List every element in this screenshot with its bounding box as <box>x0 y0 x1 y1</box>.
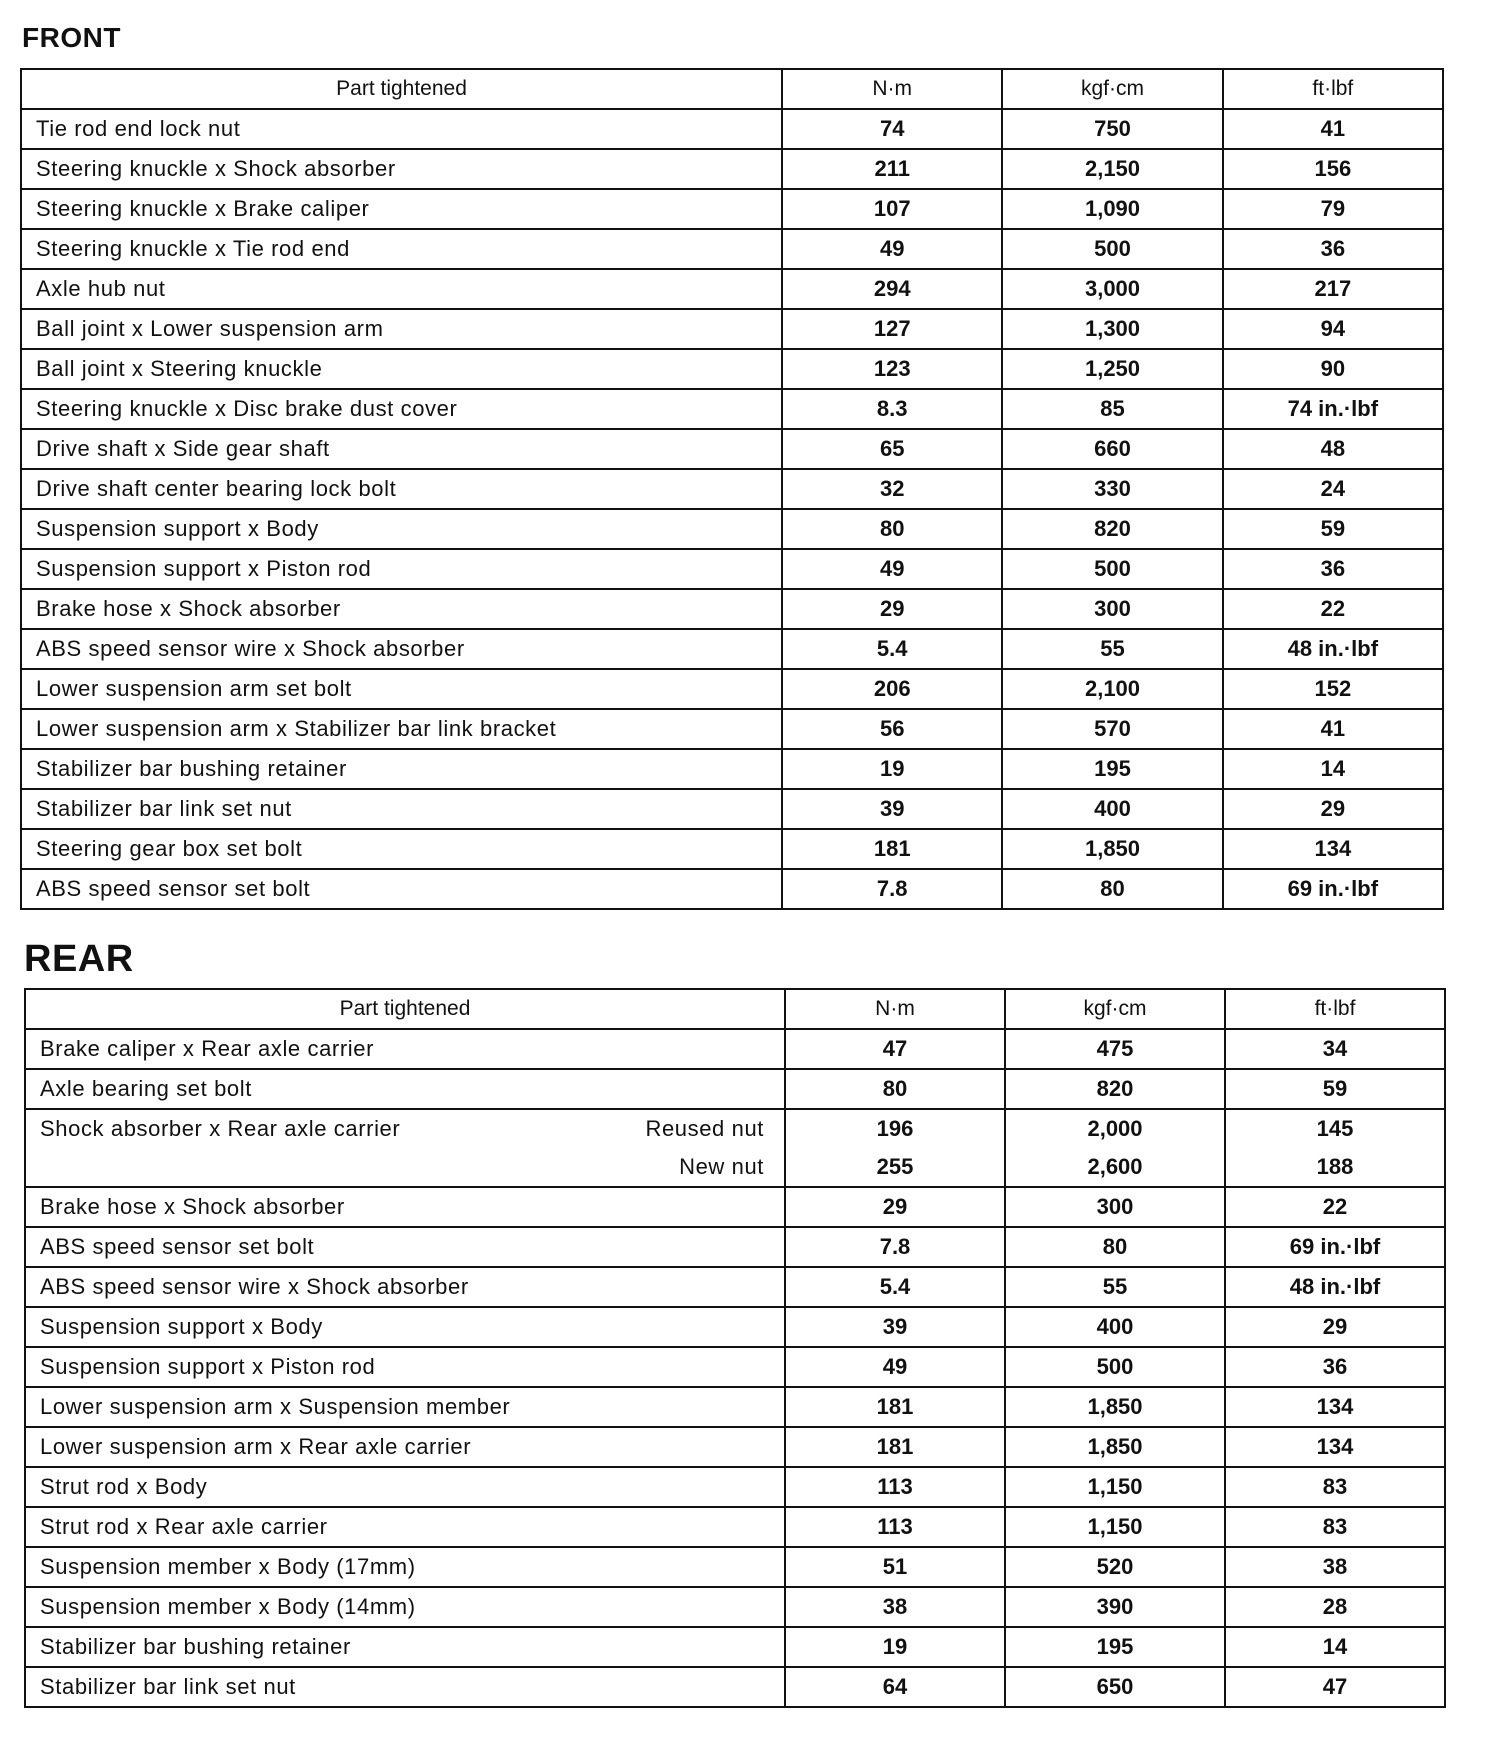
nm-cell: 56 <box>782 709 1002 749</box>
part-cell: Suspension support x Body <box>25 1307 785 1347</box>
nm-cell: 65 <box>782 429 1002 469</box>
kgf-cm-cell: 55 <box>1005 1267 1225 1307</box>
table-row <box>21 589 1443 629</box>
ft-lbf-cell: 36 <box>1223 229 1443 269</box>
kgf-cm-cell: 1,150 <box>1005 1467 1225 1507</box>
nm-cell: 196 <box>785 1109 1005 1148</box>
part-cell: Suspension support x Piston rod <box>25 1347 785 1387</box>
table-row <box>21 749 1443 789</box>
ft-lbf-cell: 134 <box>1225 1427 1445 1467</box>
ft-lbf-cell: 48 in.·lbf <box>1223 629 1443 669</box>
table-row <box>21 509 1443 549</box>
part-cell: Suspension member x Body (14mm) <box>25 1587 785 1627</box>
ft-lbf-cell: 69 in.·lbf <box>1225 1227 1445 1267</box>
part-cell: Steering gear box set bolt <box>21 829 782 869</box>
nm-cell: 7.8 <box>785 1227 1005 1267</box>
table-row <box>25 1507 1445 1547</box>
ft-lbf-cell: 36 <box>1225 1347 1445 1387</box>
front-table-body <box>21 109 1443 909</box>
kgf-cm-cell: 400 <box>1005 1307 1225 1347</box>
nm-cell: 113 <box>785 1507 1005 1547</box>
kgf-cm-cell: 2,150 <box>1002 149 1222 189</box>
table-header-row <box>25 989 1445 1029</box>
nm-cell: 127 <box>782 309 1002 349</box>
kgf-cm-cell: 1,150 <box>1005 1507 1225 1547</box>
part-cell: ABS speed sensor set bolt <box>21 869 782 909</box>
nm-cell: 181 <box>782 829 1002 869</box>
kgf-cm-cell: 820 <box>1002 509 1222 549</box>
part-cell: Steering knuckle x Disc brake dust cover <box>21 389 782 429</box>
table-row <box>25 1387 1445 1427</box>
part-cell: Lower suspension arm x Rear axle carrier <box>25 1427 785 1467</box>
table-row <box>25 1109 1445 1148</box>
header-ft-lbf: ft·lbf <box>1225 989 1445 1029</box>
part-cell: Lower suspension arm set bolt <box>21 669 782 709</box>
part-cell: Drive shaft center bearing lock bolt <box>21 469 782 509</box>
nm-cell: 255 <box>785 1148 1005 1187</box>
kgf-cm-cell: 2,100 <box>1002 669 1222 709</box>
kgf-cm-cell: 820 <box>1005 1069 1225 1109</box>
rear-table-body-bottom <box>25 1187 1445 1707</box>
table-row <box>25 1029 1445 1069</box>
part-cell: Lower suspension arm x Stabilizer bar link bracket <box>21 709 782 749</box>
ft-lbf-cell: 41 <box>1223 709 1443 749</box>
table-row <box>25 1467 1445 1507</box>
rear-table-body-top <box>25 1029 1445 1109</box>
ft-lbf-cell: 14 <box>1223 749 1443 789</box>
kgf-cm-cell: 80 <box>1005 1227 1225 1267</box>
kgf-cm-cell: 500 <box>1005 1347 1225 1387</box>
ft-lbf-cell: 59 <box>1225 1069 1445 1109</box>
ft-lbf-cell: 94 <box>1223 309 1443 349</box>
table-row <box>25 1187 1445 1227</box>
part-cell: ABS speed sensor wire x Shock absorber <box>25 1267 785 1307</box>
part-cell: Axle hub nut <box>21 269 782 309</box>
ft-lbf-cell: 29 <box>1223 789 1443 829</box>
nm-cell: 123 <box>782 349 1002 389</box>
kgf-cm-cell: 1,850 <box>1002 829 1222 869</box>
table-row <box>25 1148 1445 1187</box>
nm-cell: 294 <box>782 269 1002 309</box>
table-row <box>21 789 1443 829</box>
nm-cell: 74 <box>782 109 1002 149</box>
table-row <box>21 429 1443 469</box>
kgf-cm-cell: 650 <box>1005 1667 1225 1707</box>
ft-lbf-cell: 69 in.·lbf <box>1223 869 1443 909</box>
part-cell: Steering knuckle x Tie rod end <box>21 229 782 269</box>
nm-cell: 29 <box>785 1187 1005 1227</box>
header-kgf-cm: kgf·cm <box>1002 69 1222 109</box>
header-nm: N·m <box>785 989 1005 1029</box>
rear-section-title: REAR <box>24 938 134 980</box>
part-cell: Axle bearing set bolt <box>25 1069 785 1109</box>
rear-shock-absorber-group <box>25 1109 1445 1187</box>
part-cell: Stabilizer bar link set nut <box>21 789 782 829</box>
part-cell: Steering knuckle x Brake caliper <box>21 189 782 229</box>
part-cell: Lower suspension arm x Suspension member <box>25 1387 785 1427</box>
kgf-cm-cell: 300 <box>1005 1187 1225 1227</box>
front-torque-table <box>20 68 1444 910</box>
header-kgf-cm: kgf·cm <box>1005 989 1225 1029</box>
nm-cell: 181 <box>785 1387 1005 1427</box>
nm-cell: 39 <box>782 789 1002 829</box>
kgf-cm-cell: 55 <box>1002 629 1222 669</box>
part-cell <box>25 1148 785 1187</box>
kgf-cm-cell: 390 <box>1005 1587 1225 1627</box>
nm-cell: 49 <box>782 549 1002 589</box>
ft-lbf-cell: 47 <box>1225 1667 1445 1707</box>
kgf-cm-cell: 3,000 <box>1002 269 1222 309</box>
nm-cell: 181 <box>785 1427 1005 1467</box>
table-row <box>25 1347 1445 1387</box>
kgf-cm-cell: 1,090 <box>1002 189 1222 229</box>
nm-cell: 80 <box>785 1069 1005 1109</box>
nm-cell: 49 <box>782 229 1002 269</box>
kgf-cm-cell: 400 <box>1002 789 1222 829</box>
table-row <box>21 709 1443 749</box>
ft-lbf-cell: 217 <box>1223 269 1443 309</box>
variant-label: Reused nut <box>645 1116 764 1141</box>
part-cell: ABS speed sensor set bolt <box>25 1227 785 1267</box>
part-cell: Brake hose x Shock absorber <box>25 1187 785 1227</box>
part-cell: Steering knuckle x Shock absorber <box>21 149 782 189</box>
part-cell: Ball joint x Lower suspension arm <box>21 309 782 349</box>
nm-cell: 32 <box>782 469 1002 509</box>
nm-cell: 39 <box>785 1307 1005 1347</box>
nm-cell: 19 <box>782 749 1002 789</box>
table-row <box>21 469 1443 509</box>
part-cell: Ball joint x Steering knuckle <box>21 349 782 389</box>
kgf-cm-cell: 500 <box>1002 549 1222 589</box>
kgf-cm-cell: 475 <box>1005 1029 1225 1069</box>
table-row <box>21 349 1443 389</box>
part-cell: Strut rod x Rear axle carrier <box>25 1507 785 1547</box>
nm-cell: 5.4 <box>785 1267 1005 1307</box>
nm-cell: 38 <box>785 1587 1005 1627</box>
part-cell: ABS speed sensor wire x Shock absorber <box>21 629 782 669</box>
kgf-cm-cell: 2,000 <box>1005 1109 1225 1148</box>
part-name: Shock absorber x Rear axle carrier <box>40 1116 401 1141</box>
table-row <box>25 1069 1445 1109</box>
ft-lbf-cell: 156 <box>1223 149 1443 189</box>
nm-cell: 47 <box>785 1029 1005 1069</box>
ft-lbf-cell: 48 <box>1223 429 1443 469</box>
kgf-cm-cell: 80 <box>1002 869 1222 909</box>
part-cell: Stabilizer bar bushing retainer <box>25 1627 785 1667</box>
table-row <box>21 669 1443 709</box>
nm-cell: 206 <box>782 669 1002 709</box>
table-row <box>21 109 1443 149</box>
nm-cell: 49 <box>785 1347 1005 1387</box>
kgf-cm-cell: 300 <box>1002 589 1222 629</box>
part-cell: Strut rod x Body <box>25 1467 785 1507</box>
table-row <box>21 829 1443 869</box>
ft-lbf-cell: 145 <box>1225 1109 1445 1148</box>
header-nm: N·m <box>782 69 1002 109</box>
ft-lbf-cell: 83 <box>1225 1507 1445 1547</box>
ft-lbf-cell: 59 <box>1223 509 1443 549</box>
part-cell: Tie rod end lock nut <box>21 109 782 149</box>
part-cell: Brake hose x Shock absorber <box>21 589 782 629</box>
kgf-cm-cell: 195 <box>1005 1627 1225 1667</box>
kgf-cm-cell: 570 <box>1002 709 1222 749</box>
nm-cell: 113 <box>785 1467 1005 1507</box>
ft-lbf-cell: 22 <box>1223 589 1443 629</box>
ft-lbf-cell: 90 <box>1223 349 1443 389</box>
table-row <box>25 1667 1445 1707</box>
nm-cell: 8.3 <box>782 389 1002 429</box>
header-ft-lbf: ft·lbf <box>1223 69 1443 109</box>
kgf-cm-cell: 750 <box>1002 109 1222 149</box>
kgf-cm-cell: 520 <box>1005 1547 1225 1587</box>
table-row <box>21 629 1443 669</box>
variant-label: New nut <box>679 1154 764 1179</box>
table-row <box>21 269 1443 309</box>
part-cell <box>25 1109 785 1148</box>
table-row <box>25 1267 1445 1307</box>
ft-lbf-cell: 28 <box>1225 1587 1445 1627</box>
table-row <box>25 1627 1445 1667</box>
nm-cell: 107 <box>782 189 1002 229</box>
table-row <box>25 1427 1445 1467</box>
part-cell: Suspension support x Body <box>21 509 782 549</box>
kgf-cm-cell: 660 <box>1002 429 1222 469</box>
ft-lbf-cell: 34 <box>1225 1029 1445 1069</box>
part-cell: Brake caliper x Rear axle carrier <box>25 1029 785 1069</box>
nm-cell: 29 <box>782 589 1002 629</box>
table-row <box>25 1307 1445 1347</box>
table-row <box>25 1227 1445 1267</box>
table-row <box>21 149 1443 189</box>
table-row <box>21 189 1443 229</box>
table-row <box>21 229 1443 269</box>
nm-cell: 64 <box>785 1667 1005 1707</box>
nm-cell: 7.8 <box>782 869 1002 909</box>
nm-cell: 19 <box>785 1627 1005 1667</box>
front-section-title: FRONT <box>22 22 121 53</box>
ft-lbf-cell: 41 <box>1223 109 1443 149</box>
header-part-tightened: Part tightened <box>25 989 785 1029</box>
table-row <box>21 389 1443 429</box>
table-row <box>25 1587 1445 1627</box>
nm-cell: 80 <box>782 509 1002 549</box>
ft-lbf-cell: 188 <box>1225 1148 1445 1187</box>
kgf-cm-cell: 85 <box>1002 389 1222 429</box>
ft-lbf-cell: 36 <box>1223 549 1443 589</box>
part-cell: Stabilizer bar link set nut <box>25 1667 785 1707</box>
kgf-cm-cell: 1,250 <box>1002 349 1222 389</box>
table-row <box>21 549 1443 589</box>
ft-lbf-cell: 152 <box>1223 669 1443 709</box>
ft-lbf-cell: 24 <box>1223 469 1443 509</box>
ft-lbf-cell: 79 <box>1223 189 1443 229</box>
kgf-cm-cell: 1,850 <box>1005 1387 1225 1427</box>
ft-lbf-cell: 134 <box>1223 829 1443 869</box>
header-part-tightened: Part tightened <box>21 69 782 109</box>
ft-lbf-cell: 48 in.·lbf <box>1225 1267 1445 1307</box>
kgf-cm-cell: 1,300 <box>1002 309 1222 349</box>
part-cell: Drive shaft x Side gear shaft <box>21 429 782 469</box>
ft-lbf-cell: 22 <box>1225 1187 1445 1227</box>
nm-cell: 211 <box>782 149 1002 189</box>
nm-cell: 5.4 <box>782 629 1002 669</box>
kgf-cm-cell: 1,850 <box>1005 1427 1225 1467</box>
part-cell: Suspension member x Body (17mm) <box>25 1547 785 1587</box>
ft-lbf-cell: 14 <box>1225 1627 1445 1667</box>
kgf-cm-cell: 330 <box>1002 469 1222 509</box>
part-cell: Suspension support x Piston rod <box>21 549 782 589</box>
ft-lbf-cell: 83 <box>1225 1467 1445 1507</box>
kgf-cm-cell: 2,600 <box>1005 1148 1225 1187</box>
kgf-cm-cell: 500 <box>1002 229 1222 269</box>
ft-lbf-cell: 134 <box>1225 1387 1445 1427</box>
ft-lbf-cell: 38 <box>1225 1547 1445 1587</box>
kgf-cm-cell: 195 <box>1002 749 1222 789</box>
ft-lbf-cell: 29 <box>1225 1307 1445 1347</box>
table-row <box>21 869 1443 909</box>
rear-torque-table <box>24 988 1446 1708</box>
part-cell: Stabilizer bar bushing retainer <box>21 749 782 789</box>
ft-lbf-cell: 74 in.·lbf <box>1223 389 1443 429</box>
table-row <box>25 1547 1445 1587</box>
table-row <box>21 309 1443 349</box>
table-header-row <box>21 69 1443 109</box>
nm-cell: 51 <box>785 1547 1005 1587</box>
